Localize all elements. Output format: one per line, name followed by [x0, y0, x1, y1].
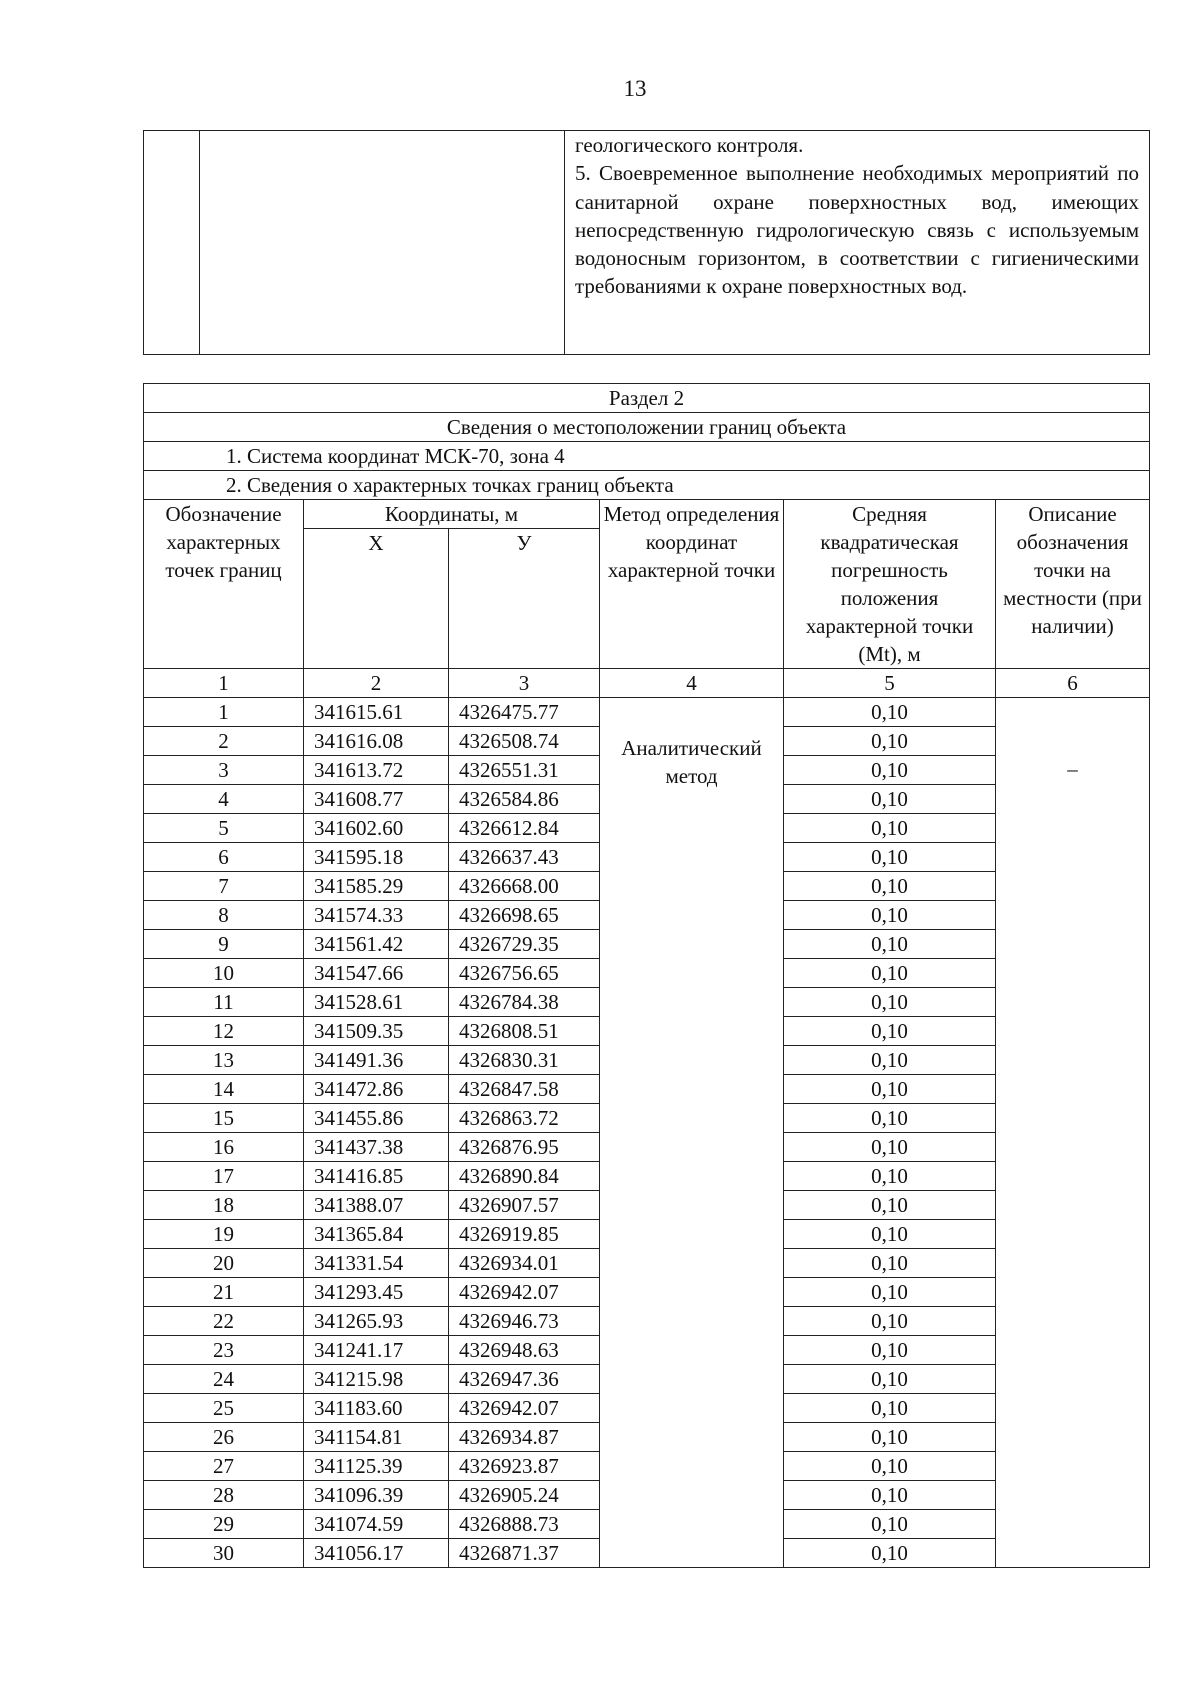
point-number: 23 — [144, 1336, 304, 1365]
point-number: 18 — [144, 1191, 304, 1220]
error-value: 0,10 — [784, 1162, 996, 1191]
point-number: 29 — [144, 1510, 304, 1539]
coordinate-y: 4326934.87 — [449, 1423, 600, 1452]
coordinate-y: 4326584.86 — [449, 785, 600, 814]
col-header-x: X — [304, 529, 449, 669]
coordinate-x: 341574.33 — [304, 901, 449, 930]
coordinate-y: 4326784.38 — [449, 988, 600, 1017]
error-value: 0,10 — [784, 1220, 996, 1249]
coordinate-x: 341615.61 — [304, 698, 449, 727]
error-value: 0,10 — [784, 1191, 996, 1220]
point-number: 3 — [144, 756, 304, 785]
error-value: 0,10 — [784, 1278, 996, 1307]
coordinate-y: 4326890.84 — [449, 1162, 600, 1191]
point-number: 5 — [144, 814, 304, 843]
coordinate-y: 4326475.77 — [449, 698, 600, 727]
coordinate-x: 341509.35 — [304, 1017, 449, 1046]
coordinate-x: 341613.72 — [304, 756, 449, 785]
table-header-row — [144, 500, 1150, 529]
error-value: 0,10 — [784, 930, 996, 959]
coordinate-x: 341241.17 — [304, 1336, 449, 1365]
coordinate-x: 341561.42 — [304, 930, 449, 959]
section-subtitle: Сведения о местоположении границ объекта — [144, 413, 1150, 442]
point-number: 7 — [144, 872, 304, 901]
coordinate-y: 4326905.24 — [449, 1481, 600, 1510]
error-value: 0,10 — [784, 814, 996, 843]
point-number: 13 — [144, 1046, 304, 1075]
point-number: 30 — [144, 1539, 304, 1568]
table-row — [144, 471, 1150, 500]
point-number: 20 — [144, 1249, 304, 1278]
coordinate-y: 4326668.00 — [449, 872, 600, 901]
point-number: 24 — [144, 1365, 304, 1394]
coordinate-x: 341074.59 — [304, 1510, 449, 1539]
column-number: 4 — [600, 669, 784, 698]
coordinate-x: 341331.54 — [304, 1249, 449, 1278]
column-numbers-row — [144, 669, 1150, 698]
coordinate-x: 341585.29 — [304, 872, 449, 901]
error-value: 0,10 — [784, 1307, 996, 1336]
coordinate-x: 341437.38 — [304, 1133, 449, 1162]
error-value: 0,10 — [784, 727, 996, 756]
col-header-error: Средняя квадратическая погрешность положения характерной точки (Mt), м — [784, 500, 996, 669]
error-value: 0,10 — [784, 1075, 996, 1104]
coordinate-system: 1. Система координат МСК-70, зона 4 — [144, 442, 1150, 471]
coordinate-y: 4326942.07 — [449, 1394, 600, 1423]
coordinate-x: 341365.84 — [304, 1220, 449, 1249]
coordinate-y: 4326612.84 — [449, 814, 600, 843]
boundary-points-table — [143, 383, 1150, 1568]
coordinate-x: 341595.18 — [304, 843, 449, 872]
coordinate-y: 4326947.36 — [449, 1365, 600, 1394]
coordinate-x: 341608.77 — [304, 785, 449, 814]
error-value: 0,10 — [784, 843, 996, 872]
point-number: 10 — [144, 959, 304, 988]
coordinate-y: 4326698.65 — [449, 901, 600, 930]
coordinate-y: 4326847.58 — [449, 1075, 600, 1104]
error-value: 0,10 — [784, 988, 996, 1017]
coordinate-x: 341293.45 — [304, 1278, 449, 1307]
error-value: 0,10 — [784, 1249, 996, 1278]
point-number: 15 — [144, 1104, 304, 1133]
requirement-item-5: 5. Своевременное выполнение необходимых мероприятий по санитарной охране поверхностных вод, имеющих непосредственную гидрологическую связь с используемым водоносным горизонтом, в соответствии с гигиеническими требованиями к охране поверхностных вод. — [575, 161, 1139, 299]
coordinate-x: 341096.39 — [304, 1481, 449, 1510]
error-value: 0,10 — [784, 785, 996, 814]
point-number: 8 — [144, 901, 304, 930]
coordinate-x: 341215.98 — [304, 1365, 449, 1394]
coordinate-y: 4326948.63 — [449, 1336, 600, 1365]
coordinate-y: 4326637.43 — [449, 843, 600, 872]
continuation-table — [143, 130, 1150, 355]
error-value: 0,10 — [784, 1510, 996, 1539]
coordinate-x: 341388.07 — [304, 1191, 449, 1220]
column-number: 5 — [784, 669, 996, 698]
error-value: 0,10 — [784, 901, 996, 930]
col-header-coordinates: Координаты, м — [304, 500, 600, 529]
coordinate-x: 341125.39 — [304, 1452, 449, 1481]
coordinate-y: 4326808.51 — [449, 1017, 600, 1046]
error-value: 0,10 — [784, 959, 996, 988]
point-number: 4 — [144, 785, 304, 814]
empty-cell — [200, 131, 565, 355]
point-number: 2 — [144, 727, 304, 756]
table-row — [144, 384, 1150, 413]
error-value: 0,10 — [784, 756, 996, 785]
point-number: 1 — [144, 698, 304, 727]
coordinate-y: 4326876.95 — [449, 1133, 600, 1162]
table-row — [144, 442, 1150, 471]
coordinate-x: 341528.61 — [304, 988, 449, 1017]
point-number: 9 — [144, 930, 304, 959]
page-number: 13 — [623, 76, 647, 101]
coordinate-y: 4326934.01 — [449, 1249, 600, 1278]
error-value: 0,10 — [784, 1017, 996, 1046]
coordinate-x: 341455.86 — [304, 1104, 449, 1133]
coordinate-y: 4326919.85 — [449, 1220, 600, 1249]
error-value: 0,10 — [784, 698, 996, 727]
table-row — [144, 413, 1150, 442]
col-header-description: Описание обозначения точки на местности (при наличии) — [996, 500, 1150, 669]
coordinate-y: 4326923.87 — [449, 1452, 600, 1481]
coordinate-x: 341416.85 — [304, 1162, 449, 1191]
point-number: 16 — [144, 1133, 304, 1162]
error-value: 0,10 — [784, 1046, 996, 1075]
column-number: 2 — [304, 669, 449, 698]
error-value: 0,10 — [784, 1133, 996, 1162]
continuation-line: геологического контроля. — [575, 133, 804, 157]
coordinate-y: 4326871.37 — [449, 1539, 600, 1568]
coordinate-y: 4326863.72 — [449, 1104, 600, 1133]
empty-cell — [144, 131, 200, 355]
error-value: 0,10 — [784, 872, 996, 901]
column-number: 1 — [144, 669, 304, 698]
col-header-designation: Обозначение характерных точек границ — [144, 500, 304, 669]
method-cell: Аналитический метод — [600, 698, 784, 1568]
point-number: 28 — [144, 1481, 304, 1510]
coordinate-x: 341154.81 — [304, 1423, 449, 1452]
section-title: Раздел 2 — [144, 384, 1150, 413]
error-value: 0,10 — [784, 1104, 996, 1133]
point-number: 22 — [144, 1307, 304, 1336]
table-row — [144, 698, 1150, 727]
error-value: 0,10 — [784, 1452, 996, 1481]
col-header-method: Метод определения координат характерной точки — [600, 500, 784, 669]
description-cell: – — [996, 698, 1150, 1568]
point-number: 6 — [144, 843, 304, 872]
coordinate-x: 341265.93 — [304, 1307, 449, 1336]
coordinate-y: 4326508.74 — [449, 727, 600, 756]
point-number: 19 — [144, 1220, 304, 1249]
coordinate-x: 341602.60 — [304, 814, 449, 843]
point-number: 11 — [144, 988, 304, 1017]
error-value: 0,10 — [784, 1394, 996, 1423]
coordinate-x: 341491.36 — [304, 1046, 449, 1075]
col-header-y: У — [449, 529, 600, 669]
coordinate-x: 341183.60 — [304, 1394, 449, 1423]
column-number: 6 — [996, 669, 1150, 698]
requirements-text-cell — [565, 131, 1150, 355]
coordinate-x: 341547.66 — [304, 959, 449, 988]
error-value: 0,10 — [784, 1481, 996, 1510]
error-value: 0,10 — [784, 1539, 996, 1568]
point-number: 12 — [144, 1017, 304, 1046]
column-number: 3 — [449, 669, 600, 698]
points-header: 2. Сведения о характерных точках границ объекта — [144, 471, 1150, 500]
coordinate-y: 4326888.73 — [449, 1510, 600, 1539]
point-number: 21 — [144, 1278, 304, 1307]
coordinate-y: 4326946.73 — [449, 1307, 600, 1336]
point-number: 17 — [144, 1162, 304, 1191]
coordinate-x: 341616.08 — [304, 727, 449, 756]
coordinate-y: 4326729.35 — [449, 930, 600, 959]
point-number: 27 — [144, 1452, 304, 1481]
table-row — [144, 131, 1150, 355]
coordinate-y: 4326756.65 — [449, 959, 600, 988]
error-value: 0,10 — [784, 1365, 996, 1394]
point-number: 25 — [144, 1394, 304, 1423]
coordinate-x: 341472.86 — [304, 1075, 449, 1104]
point-number: 26 — [144, 1423, 304, 1452]
coordinate-y: 4326907.57 — [449, 1191, 600, 1220]
coordinate-y: 4326942.07 — [449, 1278, 600, 1307]
coordinate-x: 341056.17 — [304, 1539, 449, 1568]
coordinate-y: 4326551.31 — [449, 756, 600, 785]
error-value: 0,10 — [784, 1336, 996, 1365]
coordinate-y: 4326830.31 — [449, 1046, 600, 1075]
error-value: 0,10 — [784, 1423, 996, 1452]
point-number: 14 — [144, 1075, 304, 1104]
